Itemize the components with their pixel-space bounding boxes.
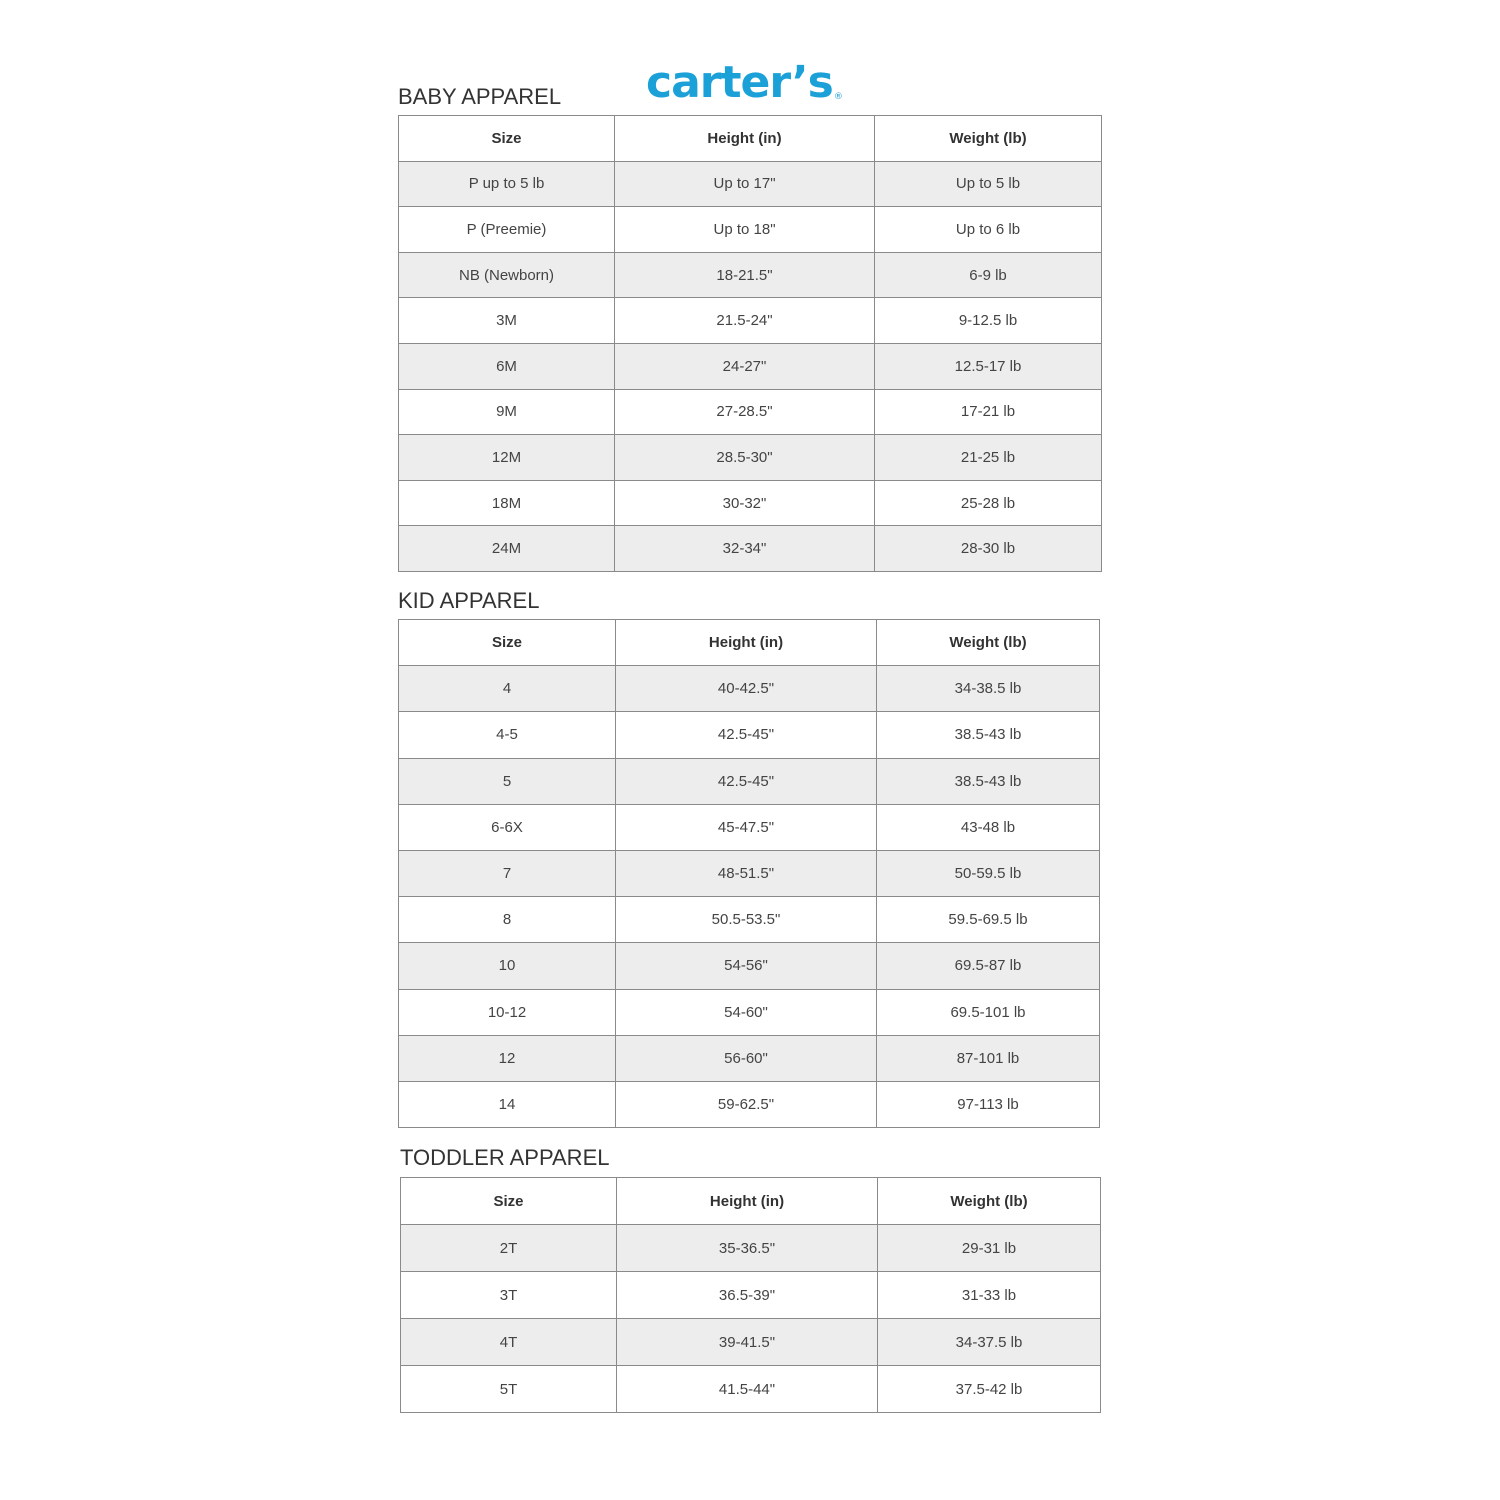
- table-row: [399, 435, 1102, 481]
- table-row: [399, 943, 1100, 989]
- cell-weight: 59.5-69.5 lb: [877, 897, 1100, 943]
- cell-height: 27-28.5": [615, 389, 875, 435]
- toddler-size-table: [400, 1177, 1101, 1413]
- cell-height: 32-34": [615, 526, 875, 572]
- table-row: [399, 207, 1102, 253]
- cell-height: 42.5-45": [616, 712, 877, 758]
- cell-height: 41.5-44": [617, 1366, 878, 1413]
- table-row: [399, 989, 1100, 1035]
- cell-size: 4T: [401, 1319, 617, 1366]
- cell-height: 42.5-45": [616, 758, 877, 804]
- cell-height: 28.5-30": [615, 435, 875, 481]
- column-header-weight: Weight (lb): [877, 620, 1100, 666]
- cell-size: P up to 5 lb: [399, 161, 615, 207]
- cell-size: 10: [399, 943, 616, 989]
- cell-size: 14: [399, 1081, 616, 1127]
- baby-size-table: [398, 115, 1102, 572]
- table-row: [399, 480, 1102, 526]
- cell-weight: 38.5-43 lb: [877, 758, 1100, 804]
- table-row: [399, 804, 1100, 850]
- registered-mark: ®: [833, 92, 842, 102]
- cell-height: 54-60": [616, 989, 877, 1035]
- table-header-row: [399, 620, 1100, 666]
- cell-weight: Up to 5 lb: [875, 161, 1102, 207]
- cell-size: 5: [399, 758, 616, 804]
- cell-weight: 12.5-17 lb: [875, 343, 1102, 389]
- cell-weight: 17-21 lb: [875, 389, 1102, 435]
- cell-height: 36.5-39": [617, 1272, 878, 1319]
- cell-height: 54-56": [616, 943, 877, 989]
- table-row: [399, 758, 1100, 804]
- table-row: [399, 666, 1100, 712]
- toddler-apparel-title: TODDLER APPAREL: [400, 1145, 610, 1170]
- column-header-weight: Weight (lb): [878, 1178, 1101, 1225]
- cell-weight: 6-9 lb: [875, 252, 1102, 298]
- cell-weight: 87-101 lb: [877, 1035, 1100, 1081]
- table-row: [399, 343, 1102, 389]
- column-header-height: Height (in): [616, 620, 877, 666]
- baby-apparel-title: BABY APPAREL: [398, 84, 562, 109]
- cell-size: 6M: [399, 343, 615, 389]
- kid-apparel-title: KID APPAREL: [398, 588, 540, 613]
- table-row: [399, 252, 1102, 298]
- cell-weight: 25-28 lb: [875, 480, 1102, 526]
- cell-size: 7: [399, 850, 616, 896]
- cell-height: 56-60": [616, 1035, 877, 1081]
- cell-size: 12: [399, 1035, 616, 1081]
- cell-size: 2T: [401, 1225, 617, 1272]
- cell-size: 10-12: [399, 989, 616, 1035]
- cell-size: 9M: [399, 389, 615, 435]
- cell-height: 21.5-24": [615, 298, 875, 344]
- cell-size: 8: [399, 897, 616, 943]
- cell-height: 24-27": [615, 343, 875, 389]
- cell-weight: 21-25 lb: [875, 435, 1102, 481]
- cell-weight: 31-33 lb: [878, 1272, 1101, 1319]
- logo-text: carter’s: [646, 57, 833, 108]
- cell-weight: 69.5-87 lb: [877, 943, 1100, 989]
- column-header-size: Size: [399, 116, 615, 162]
- cell-weight: 43-48 lb: [877, 804, 1100, 850]
- cell-height: 30-32": [615, 480, 875, 526]
- cell-weight: 29-31 lb: [878, 1225, 1101, 1272]
- cell-weight: 69.5-101 lb: [877, 989, 1100, 1035]
- table-row: [399, 897, 1100, 943]
- cell-size: 6-6X: [399, 804, 616, 850]
- cell-size: 3M: [399, 298, 615, 344]
- table-header-row: [401, 1178, 1101, 1225]
- cell-weight: 9-12.5 lb: [875, 298, 1102, 344]
- cell-height: 48-51.5": [616, 850, 877, 896]
- table-row: [399, 298, 1102, 344]
- cell-weight: 50-59.5 lb: [877, 850, 1100, 896]
- cell-size: 4: [399, 666, 616, 712]
- cell-size: P (Preemie): [399, 207, 615, 253]
- cell-size: 3T: [401, 1272, 617, 1319]
- cell-weight: 34-37.5 lb: [878, 1319, 1101, 1366]
- cell-height: 18-21.5": [615, 252, 875, 298]
- cell-size: 12M: [399, 435, 615, 481]
- carters-logo: [646, 55, 841, 111]
- table-row: [399, 712, 1100, 758]
- cell-weight: 37.5-42 lb: [878, 1366, 1101, 1413]
- cell-height: Up to 17": [615, 161, 875, 207]
- cell-size: NB (Newborn): [399, 252, 615, 298]
- cell-weight: 97-113 lb: [877, 1081, 1100, 1127]
- table-row: [401, 1366, 1101, 1413]
- cell-size: 4-5: [399, 712, 616, 758]
- column-header-height: Height (in): [617, 1178, 878, 1225]
- cell-height: 39-41.5": [617, 1319, 878, 1366]
- cell-weight: 38.5-43 lb: [877, 712, 1100, 758]
- column-header-size: Size: [401, 1178, 617, 1225]
- cell-weight: Up to 6 lb: [875, 207, 1102, 253]
- column-header-weight: Weight (lb): [875, 116, 1102, 162]
- table-row: [401, 1319, 1101, 1366]
- cell-weight: 28-30 lb: [875, 526, 1102, 572]
- table-row: [399, 526, 1102, 572]
- kid-size-table: [398, 619, 1100, 1128]
- cell-height: 40-42.5": [616, 666, 877, 712]
- cell-size: 24M: [399, 526, 615, 572]
- column-header-size: Size: [399, 620, 616, 666]
- cell-height: 35-36.5": [617, 1225, 878, 1272]
- table-row: [399, 161, 1102, 207]
- cell-height: Up to 18": [615, 207, 875, 253]
- table-row: [399, 389, 1102, 435]
- table-header-row: [399, 116, 1102, 162]
- column-header-height: Height (in): [615, 116, 875, 162]
- table-row: [399, 1035, 1100, 1081]
- table-row: [401, 1272, 1101, 1319]
- table-row: [401, 1225, 1101, 1272]
- table-row: [399, 850, 1100, 896]
- cell-height: 50.5-53.5": [616, 897, 877, 943]
- cell-size: 5T: [401, 1366, 617, 1413]
- cell-size: 18M: [399, 480, 615, 526]
- cell-height: 45-47.5": [616, 804, 877, 850]
- cell-height: 59-62.5": [616, 1081, 877, 1127]
- cell-weight: 34-38.5 lb: [877, 666, 1100, 712]
- table-row: [399, 1081, 1100, 1127]
